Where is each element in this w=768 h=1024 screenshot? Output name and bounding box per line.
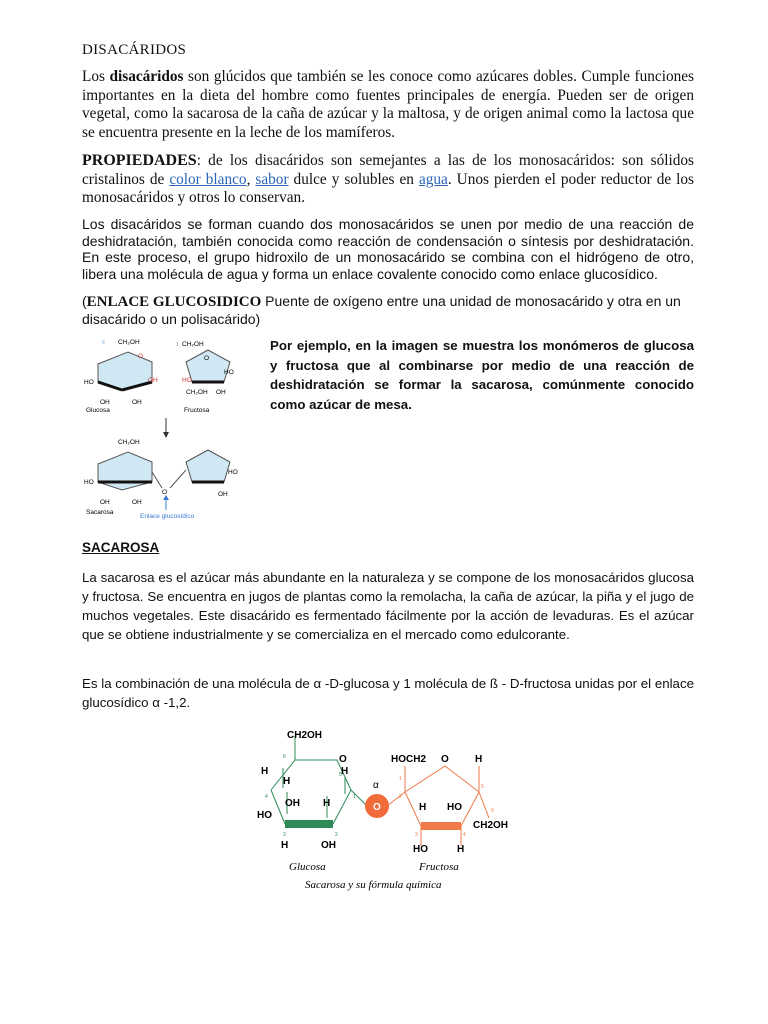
enlace-open-paren: ( bbox=[82, 293, 87, 309]
glucose-h-2: H bbox=[283, 776, 291, 787]
sucrose-oh-3: OH bbox=[218, 491, 228, 498]
glucose-h-4: H bbox=[323, 798, 331, 809]
fructose-o: O bbox=[204, 355, 210, 362]
alpha-label: α bbox=[373, 780, 379, 791]
glucose-num-2: 2 bbox=[335, 832, 338, 838]
fructose-ho: HO bbox=[447, 802, 462, 813]
glucose-o: O bbox=[138, 353, 144, 360]
fructose-num-1: 1 bbox=[176, 342, 179, 348]
fructose-hoch2: HOCH2 bbox=[391, 754, 427, 765]
bond-line-1 bbox=[152, 472, 162, 488]
sucrose-formula-figure bbox=[255, 722, 525, 894]
intro-rest: son glúcidos que también se les conoce como azúcares dobles. Cumple funciones importantes en la dieta del hombre como fuentes principales de energía. Pueden ser de origen vegetal, como la sacarosa de la caña de azúcar y la maltosa, y de origen animal como la lactosa que se encuentra presente en la leche de los mamíferos. bbox=[82, 68, 694, 141]
fructose-h-1: H bbox=[475, 754, 483, 765]
fructose-ho: HO bbox=[224, 369, 234, 376]
glucose-label: Glucosa bbox=[289, 861, 326, 873]
glucose-num-1: 1 bbox=[353, 794, 356, 800]
glucose-ch2oh: CH2OH bbox=[287, 730, 323, 741]
glucose-num-6: 6 bbox=[283, 754, 286, 760]
example-paragraph: Por ejemplo, en la imagen se muestra los monómeros de glucosa y fructosa que al combinarse por medio de una reacción de deshidratación se formar la sacarosa, comúnmente conocido como azúcar de mesa. bbox=[270, 338, 694, 412]
fructose-ch2oh: CH2OH bbox=[473, 820, 509, 831]
figure-caption: Sacarosa y su fórmula química bbox=[305, 879, 442, 891]
sucrose-glucose-ring bbox=[98, 452, 152, 490]
sacarosa-paragraph-2: Es la combinación de una molécula de α -D-glucosa y 1 molécula de ß - D-fructosa unidas por el enlace glucosídico α -1,2. bbox=[82, 676, 694, 710]
glucose-num-4: 4 bbox=[265, 794, 268, 800]
fructose-num-6: 6 bbox=[491, 808, 494, 814]
formation-paragraph: Los disacáridos se forman cuando dos monosacáridos se unen por medio de una reacción de deshidratación, también conocida como reacción de condensación o síntesis por deshidratación. En este proceso, el grupo hidroxilo de un monosacárido se combina con el hidrógeno de otro, libera una molécula de agua y forma un enlace covalente conocido como enlace glucosídico. bbox=[82, 216, 694, 282]
fructose-ring-top bbox=[405, 766, 479, 792]
glucose-ch2oh: CH₂OH bbox=[118, 339, 140, 346]
intro-lead: Los bbox=[82, 68, 110, 85]
fructose-bold-edge bbox=[421, 822, 461, 830]
bond-line-2 bbox=[170, 470, 186, 488]
glucose-oh-red: OH bbox=[148, 377, 158, 384]
enlace-bold-term: ENLACE GLUCOSIDICO bbox=[86, 294, 262, 310]
fructose-num-3: 3 bbox=[415, 832, 418, 838]
fructose-num-5: 5 bbox=[481, 784, 484, 790]
sucrose-ho: HO bbox=[84, 479, 94, 486]
glucose-h-3: H bbox=[341, 766, 349, 777]
glucose-ho-edge: HO bbox=[257, 810, 272, 821]
glucose-oh-2: OH bbox=[321, 840, 336, 851]
monomers-to-sucrose-figure bbox=[78, 332, 268, 524]
glucose-label: Glucosa bbox=[86, 407, 110, 414]
fructose-ring-o: O bbox=[441, 754, 449, 765]
glucose-h-5: H bbox=[281, 840, 289, 851]
intro-paragraph bbox=[82, 68, 694, 142]
sacarosa-paragraph-1: La sacarosa es el azúcar más abundante en la naturaleza y se compone de los monosacáridos glucosa y fructosa. Se encuentra en jugos de plantas como la remolacha, la caña de azúcar, la piña y el jugo de muchos vegetales. Este disacárido es fermentado fácilmente por la acción de levaduras. Es el azúcar que se obtiene industrialmente y se comercializa en el mercado como edulcorante. bbox=[82, 570, 694, 642]
intro-bold-term: disacáridos bbox=[109, 68, 184, 85]
fructose-num-4: 4 bbox=[463, 832, 466, 838]
page-title: DISACÁRIDOS bbox=[82, 42, 187, 58]
properties-heading: PROPIEDADES bbox=[82, 152, 197, 169]
glucose-oh-1: OH bbox=[100, 399, 110, 406]
glycosidic-bond-right bbox=[387, 792, 405, 806]
fructose-ho-2: HO bbox=[413, 844, 428, 855]
sucrose-oh-1: OH bbox=[100, 499, 110, 506]
fructose-h-2: H bbox=[419, 802, 427, 813]
fructose-ch2oh-2: CH₂OH bbox=[186, 389, 208, 396]
fructose-c6-bond bbox=[479, 792, 489, 818]
fructose-label: Fructosa bbox=[184, 407, 210, 414]
bond-label: Enlace glucosídico bbox=[140, 513, 195, 520]
sucrose-label: Sacarosa bbox=[86, 509, 114, 516]
reaction-arrow-head bbox=[163, 432, 169, 438]
bridge-oxygen-label: O bbox=[373, 802, 381, 813]
link-color-blanco[interactable]: color blanco bbox=[169, 170, 247, 188]
fructose-num-2: 2 bbox=[399, 794, 402, 800]
sucrose-oh-2: OH bbox=[132, 499, 142, 506]
glucose-left-edge bbox=[271, 790, 285, 824]
glucose-right-edge bbox=[333, 790, 351, 824]
link-sabor[interactable]: sabor bbox=[255, 170, 289, 188]
glucose-oh-2: OH bbox=[132, 399, 142, 406]
glucose-num-6: 6 bbox=[102, 340, 105, 346]
fructose-ho-red: HO bbox=[182, 377, 192, 384]
sucrose-fructose-ring bbox=[186, 450, 230, 482]
enlace-text: Puente de oxígeno entre una unidad de monosacárido y otra en un disacárido o un polisacárido) bbox=[82, 293, 681, 327]
glucose-bold-edge bbox=[285, 820, 333, 828]
properties-sep: , bbox=[246, 170, 256, 188]
glucose-oh-1: OH bbox=[285, 798, 300, 809]
glucose-ho: HO bbox=[84, 379, 94, 386]
properties-paragraph bbox=[82, 152, 694, 208]
enlace-paragraph bbox=[82, 293, 694, 328]
glucose-ring-o: O bbox=[339, 754, 347, 765]
glucose-h-1: H bbox=[261, 766, 269, 777]
link-agua[interactable]: agua bbox=[418, 170, 448, 188]
glucose-num-3: 3 bbox=[283, 832, 286, 838]
properties-text-3: . Unos pierden el poder reductor de los monosacáridos y otros lo conservan. bbox=[82, 170, 695, 207]
bridge-oxygen: O bbox=[162, 489, 168, 496]
fructose-num-1: 1 bbox=[399, 776, 402, 782]
properties-text-2: dulce y solubles en bbox=[288, 170, 419, 188]
fructose-label: Fructosa bbox=[419, 861, 459, 873]
fructose-h-3: H bbox=[457, 844, 465, 855]
sucrose-ho-2: HO bbox=[228, 469, 238, 476]
sucrose-ch2oh: CH₂OH bbox=[118, 439, 140, 446]
glucose-num-5: 5 bbox=[339, 772, 342, 778]
sacarosa-heading: SACAROSA bbox=[82, 540, 160, 555]
fructose-ch2oh: CH₂OH bbox=[182, 341, 204, 348]
fructose-oh: OH bbox=[216, 389, 226, 396]
properties-text-1: : de los disacáridos son semejantes a las de los monosacáridos: son sólidos cristalinos de bbox=[82, 152, 694, 188]
